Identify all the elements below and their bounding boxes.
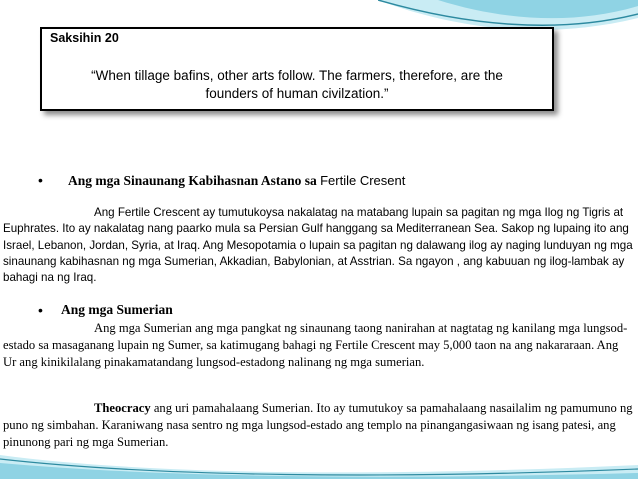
quote-text <box>62 67 532 103</box>
section2-bullet: • <box>38 302 43 318</box>
quote-line-2: founders of human civilzation.” <box>205 86 389 101</box>
section1-heading-main: Ang mga Sinaunang Kabihasnan Astano sa <box>68 173 317 188</box>
quote-box <box>40 27 554 111</box>
theocracy-paragraph <box>3 400 633 451</box>
section1-heading-tail: Fertile Cresent <box>320 173 406 188</box>
section2-paragraph-text: Ang mga Sumerian ang mga pangkat ng sinaunang taong nanirahan at nagtatag ng kanilang mga lungsod-estado sa masaganang lupain ng Sumer, sa katimugang bahagi ng Fertile Crescent may 5,000 taon na ang nakararaan. Ang Ur ang kinikilalang pinakamatandang lungsod-estadong nalinang ng mga sumerian. <box>3 321 628 369</box>
bottom-wave-decoration <box>0 449 638 479</box>
quote-line-1: “When tillage bafins, other arts follow. The farmers, therefore, are the <box>91 68 503 83</box>
section2-heading: Ang mga Sumerian <box>61 302 173 317</box>
quote-label: Saksihin 20 <box>50 31 119 45</box>
theocracy-paragraph-text: ang uri pamahalaang Sumerian. Ito ay tumutukoy sa pamahalaang nasailalim ng pamumuno ng puno ng simbahan. Karaniwang nasa sentro ng mga lungsod-estado ang templo na pinangangasiwaan ng isang patesi, ang pinunong pari ng mga Sumerian. <box>3 401 633 449</box>
section1-paragraph <box>3 205 633 286</box>
section2-paragraph <box>3 320 633 371</box>
section1-bullet: • <box>38 172 43 188</box>
theocracy-term: Theocracy <box>94 401 151 415</box>
section1-paragraph-text: Ang Fertile Crescent ay tumutukoysa nakalatag na matabang lupain sa pagitan ng mga Ilog ng Tigris at Euphrates. Ito ay nakalatag nang paarko mula sa Persian Gulf hanggang sa Mediterranean Sea. Sakop ng lupaing ito ang Israel, Lebanon, Jordan, Syria, at Iraq. Ang Mesopotamia o lupain sa pagitan ng dalawang ilog ay naging lunduyan ng mga sinaunang kabihasnan ng mga Sumerian, Akkadian, Babylonian, at Asstrian. Sa ngayon , ang kabuuan ng ilog-lambak ay bahagi na ng Iraq. <box>3 206 633 285</box>
section1-heading <box>68 173 405 189</box>
